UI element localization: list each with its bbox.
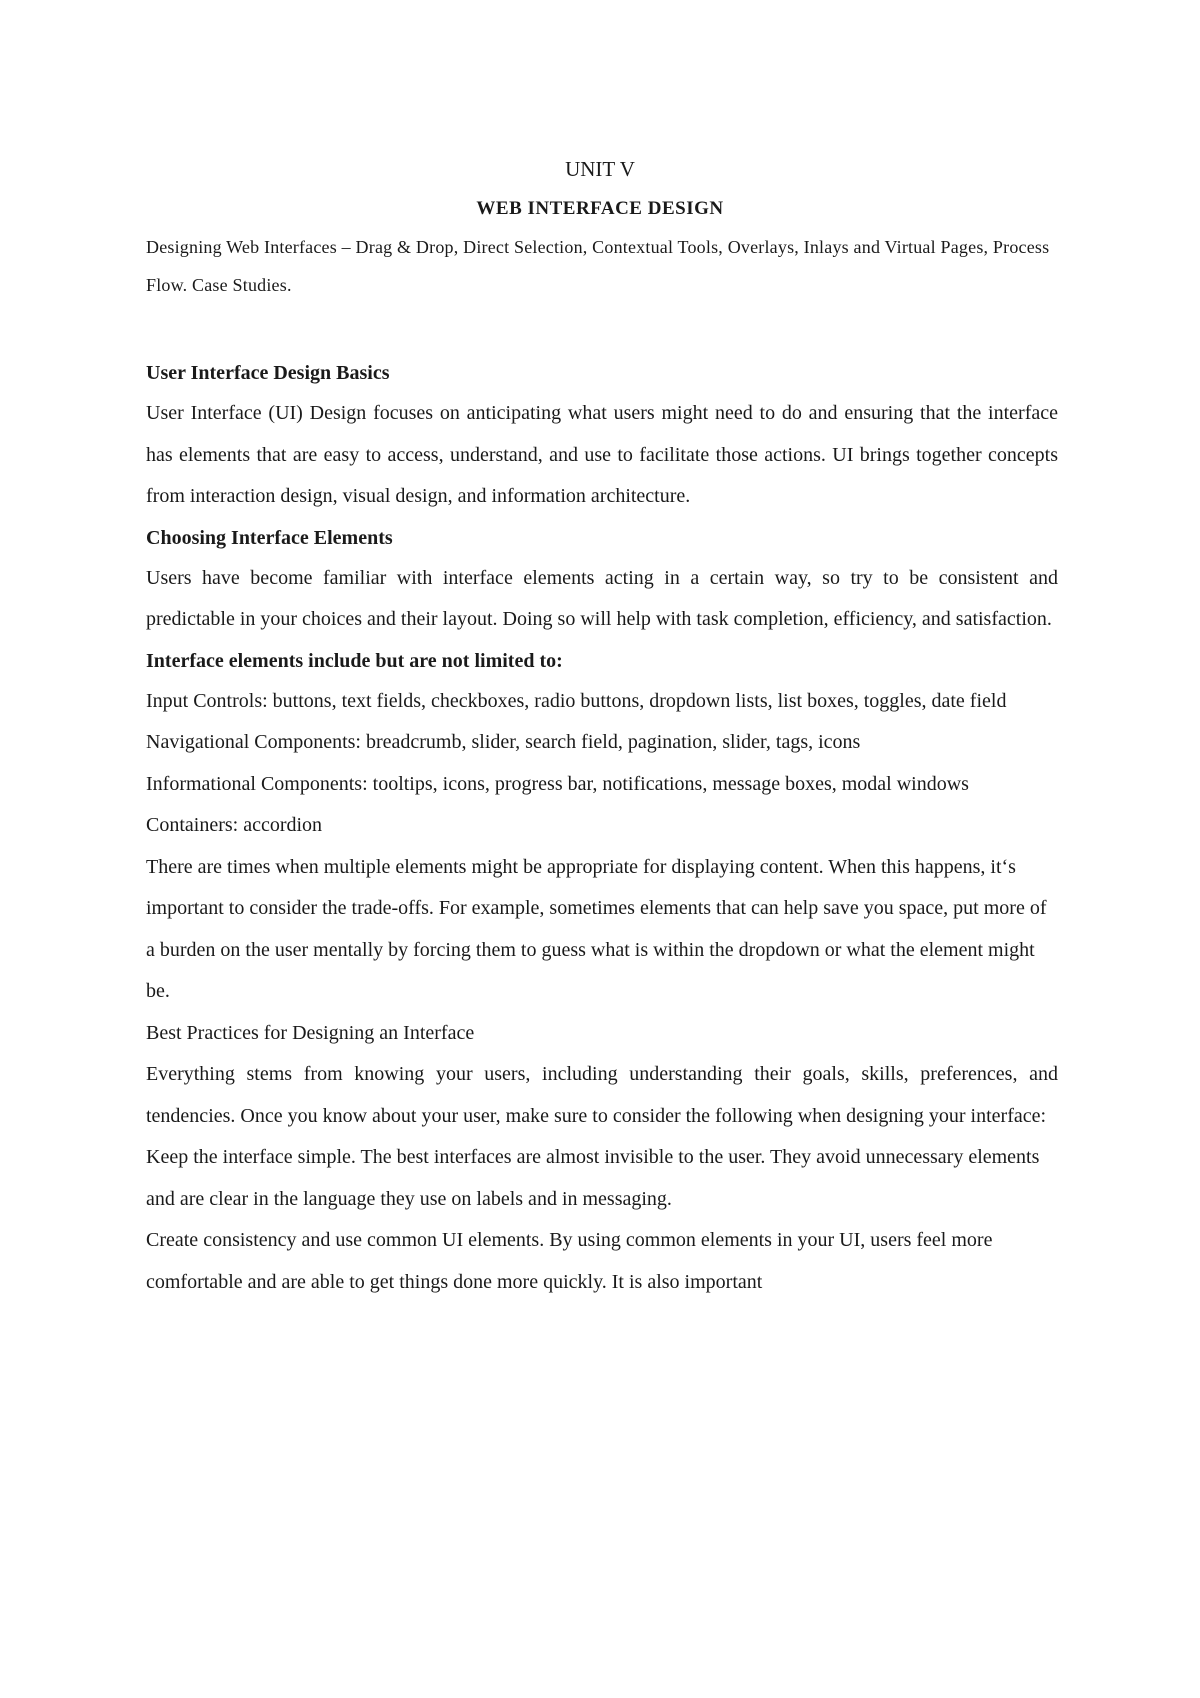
document-body bbox=[146, 228, 1058, 1303]
heading-best-practices: Best Practices for Designing an Interface bbox=[146, 1021, 475, 1044]
list-item-navigational: Navigational Components: breadcrumb, slider, search field, pagination, slider, tags, icons bbox=[146, 731, 861, 753]
unit-subtitle: WEB INTERFACE DESIGN bbox=[476, 198, 724, 219]
heading-ui-basics: User Interface Design Basics bbox=[146, 362, 390, 384]
list-item-containers: Containers: accordion bbox=[146, 814, 323, 836]
list-item-informational: Informational Components: tooltips, icons, progress bar, notifications, message boxes, modal windows bbox=[146, 772, 969, 795]
paragraph-keep-simple: Keep the interface simple. The best interfaces are almost invisible to the user. They avoid unnecessary elements and are clear in the language they use on labels and in messaging. bbox=[146, 1146, 1040, 1210]
heading-elements-list: Interface elements include but are not limited to: bbox=[146, 649, 563, 672]
heading-choosing-elements: Choosing Interface Elements bbox=[146, 526, 393, 549]
document-header bbox=[0, 152, 1200, 226]
paragraph-ui-basics: User Interface (UI) Design focuses on anticipating what users might need to do and ensuring that the interface has elements that are easy to access, understand, and use to facilitate those actions. UI brings together concepts from interaction design, visual design, and information architecture. bbox=[146, 402, 1058, 507]
unit-title: UNIT V bbox=[565, 157, 635, 181]
list-item-input-controls: Input Controls: buttons, text fields, checkboxes, radio buttons, dropdown lists, list boxes, toggles, date field bbox=[146, 689, 1007, 712]
paragraph-tradeoffs: There are times when multiple elements might be appropriate for displaying content. When this happens, it‘s important to consider the trade-offs. For example, sometimes elements that can help save you space, put more of a burden on the user mentally by forcing them to guess what is within the dropdown or what the element might be. bbox=[146, 855, 1047, 1002]
paragraph-best-practices: Everything stems from knowing your users, including understanding their goals, skills, preferences, and tendencies. Once you know about your user, make sure to consider the following when designing your interface: bbox=[146, 1063, 1058, 1127]
paragraph-consistency: Create consistency and use common UI elements. By using common elements in your UI, users feel more comfortable and are able to get things done more quickly. It is also important bbox=[146, 1229, 993, 1293]
syllabus-text: Designing Web Interfaces – Drag & Drop, Direct Selection, Contextual Tools, Overlays, Inlays and Virtual Pages, Process Flow. Case Studies. bbox=[146, 237, 1050, 295]
paragraph-choosing-elements: Users have become familiar with interface elements acting in a certain way, so try to be consistent and predictable in your choices and their layout. Doing so will help with task completion, efficiency, and satisfaction. bbox=[146, 566, 1058, 630]
spacer bbox=[146, 304, 1058, 353]
